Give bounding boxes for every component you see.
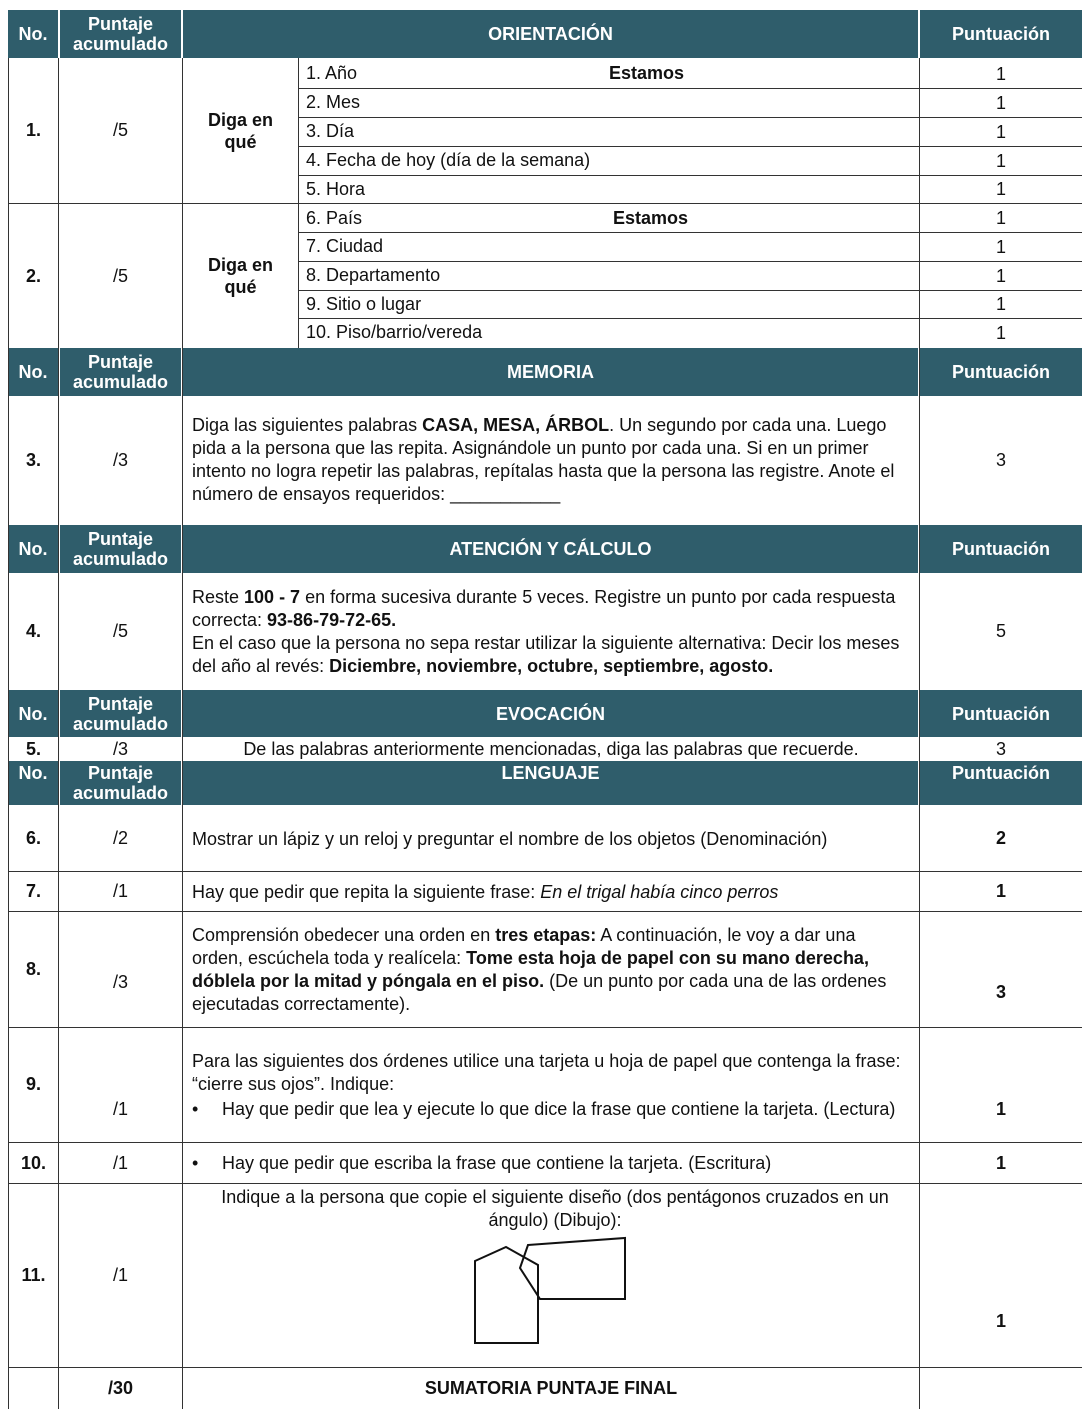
header-no: No. [18,703,48,724]
question-number: 7. [25,881,41,901]
orientation-item: 6. País [306,208,363,228]
q6-instructions: Mostrar un lápiz y un reloj y preguntar el nombre de los objetos (Denominación) [192,829,828,849]
q9-bullet: • Hay que pedir que lea y ejecute lo que dice la frase que contiene la tarjeta. (Lectura) [192,1099,896,1119]
question-number: 11. [21,1265,46,1285]
header-puntaje: Puntaje [87,693,153,714]
item-score: 1 [995,179,1006,199]
max-score: /5 [112,621,128,641]
item-score: 1 [995,881,1006,901]
header-puntaje: Puntaje [87,352,153,372]
item-score: 1 [995,323,1006,343]
pentagon-right [520,1238,625,1299]
orientation-item: 4. Fecha de hoy (día de la semana) [306,150,591,170]
max-score: /1 [112,1098,128,1119]
estamos-label: Estamos [609,63,685,83]
header-puntuacion: Puntuación [952,763,1050,783]
item-score: 1 [995,121,1006,142]
question-number: 5. [25,738,41,759]
section-title-atencion: ATENCIÓN Y CÁLCULO [449,539,652,559]
item-score: 1 [995,207,1006,228]
header-puntaje: Puntaje [87,529,153,549]
question-number: 4. [25,621,41,641]
header-puntuacion: Puntuación [952,539,1050,559]
question-number: 3. [25,450,41,470]
max-score: /5 [112,120,128,140]
orientation-item: 5. Hora [306,179,366,199]
header-acumulado: acumulado [72,34,169,54]
max-score: /1 [112,881,128,901]
orientation-item: 1. Año [306,63,358,83]
header-no: No. [18,539,48,559]
header-puntuacion: Puntuación [952,703,1050,724]
header-acumulado: acumulado [72,713,169,734]
header-acumulado: acumulado [72,783,169,803]
max-score: /3 [112,972,128,992]
memoria-words: CASA, MESA, ÁRBOL [422,415,610,435]
pentagon-left [475,1247,538,1343]
header-acumulado: acumulado [72,549,169,569]
item-score: 1 [995,63,1006,84]
max-score: /3 [112,738,128,759]
q10-bullet: • Hay que pedir que escriba la frase que contiene la tarjeta. (Escritura) [192,1153,772,1173]
header-acumulado: acumulado [72,372,169,392]
question-number: 10. [20,1152,47,1173]
header-puntaje: Puntaje [87,14,153,34]
grid-line [8,911,1082,912]
item-score: 1 [995,236,1006,257]
header-no: No. [18,763,48,783]
section-title-evocacion: EVOCACIÓN [495,703,605,724]
item-score: 1 [995,1098,1006,1119]
atencion-instructions: Reste 100 - 7 en forma sucesiva durante 5 veces. Registre un punto por cada respuesta correcta: 93-86-79-72-65. En el caso que la persona no sepa restar utilizar la siguiente alternativa: Decir los meses del año al revés: Diciembre, noviembre, octubre, septiembre, agosto. [192,587,900,676]
item-score: 1 [995,265,1006,286]
item-score: 5 [995,621,1006,641]
q11-instructions: Indique a la persona que copie el siguiente diseño (dos pentágonos cruzados en un ángulo) (Dibujo): [221,1187,889,1230]
item-score: 1 [995,1310,1006,1331]
header-no: No. [18,24,48,44]
question-number: 6. [25,828,41,848]
header-puntaje: Puntaje [87,763,153,783]
q7-instructions: Hay que pedir que repita la siguiente frase: En el trigal había cinco perros [192,882,779,902]
item-score: 3 [995,982,1006,1002]
pentagons-drawing [470,1233,630,1349]
item-score: 1 [995,150,1006,171]
evocacion-instructions: De las palabras anteriormente mencionadas, diga las palabras que recuerde. [243,738,859,759]
q9-intro: Para las siguientes dos órdenes utilice una tarjeta u hoja de papel que contenga la frase: “cierre sus ojos”. Indique: [192,1051,901,1094]
orientation-item: 2. Mes [306,92,361,112]
memoria-instructions: Diga las siguientes palabras CASA, MESA, ÁRBOL. Un segundo por cada una. Luego pida a la persona que las repita. Asignándole un punto por cada una. Si en un primer intento no logra repetir las palabras, repítalas hasta que la persona las registre. Anote el número de ensayos requeridos: ___________ [192,415,895,504]
item-score: 3 [995,738,1006,759]
orientation-item: 9. Sitio o lugar [306,294,422,314]
total-max-score: /30 [107,1378,134,1398]
total-label: SUMATORIA PUNTAJE FINAL [424,1378,678,1398]
item-score: 3 [995,450,1006,470]
q8-instructions: Comprensión obedecer una orden en tres etapas: A continuación, le voy a dar una orden, escúchela toda y realícela: Tome esta hoja de papel con su mano derecha, dóblela por la mitad y póngala en el piso. (De un punto por cada una de las ordenes ejecutadas correctamente). [192,925,887,1014]
orientation-item: 7. Ciudad [306,236,384,256]
header-puntuacion: Puntuación [952,362,1050,382]
section-title-lenguaje: LENGUAJE [501,763,600,783]
max-score: /2 [112,828,128,848]
orientation-item: 3. Día [306,121,355,141]
item-score: 1 [995,92,1006,113]
question-number: 2. [25,265,41,286]
prompt-label: Diga en qué [207,255,273,297]
orientation-item: 8. Departamento [306,265,441,285]
section-title-orientacion: ORIENTACIÓN [488,24,613,44]
question-number: 1. [25,120,41,140]
question-number: 8. [25,959,41,979]
estamos-label: Estamos [613,208,689,228]
grid-line [8,1027,1082,1028]
header-no: No. [18,362,48,382]
section-title-memoria: MEMORIA [507,362,594,382]
orientation-item: 10. Piso/barrio/vereda [306,322,483,342]
item-score: 2 [995,828,1006,848]
max-score: /1 [112,1265,128,1285]
max-score: /5 [112,265,128,286]
max-score: /1 [112,1152,128,1173]
question-number: 9. [25,1074,41,1094]
prompt-label: Diga en qué [207,109,273,152]
q7-phrase: En el trigal había cinco perros [540,882,779,902]
item-score: 1 [995,294,1006,314]
item-score: 1 [995,1152,1006,1173]
header-puntuacion: Puntuación [952,24,1050,44]
max-score: /3 [112,450,128,470]
